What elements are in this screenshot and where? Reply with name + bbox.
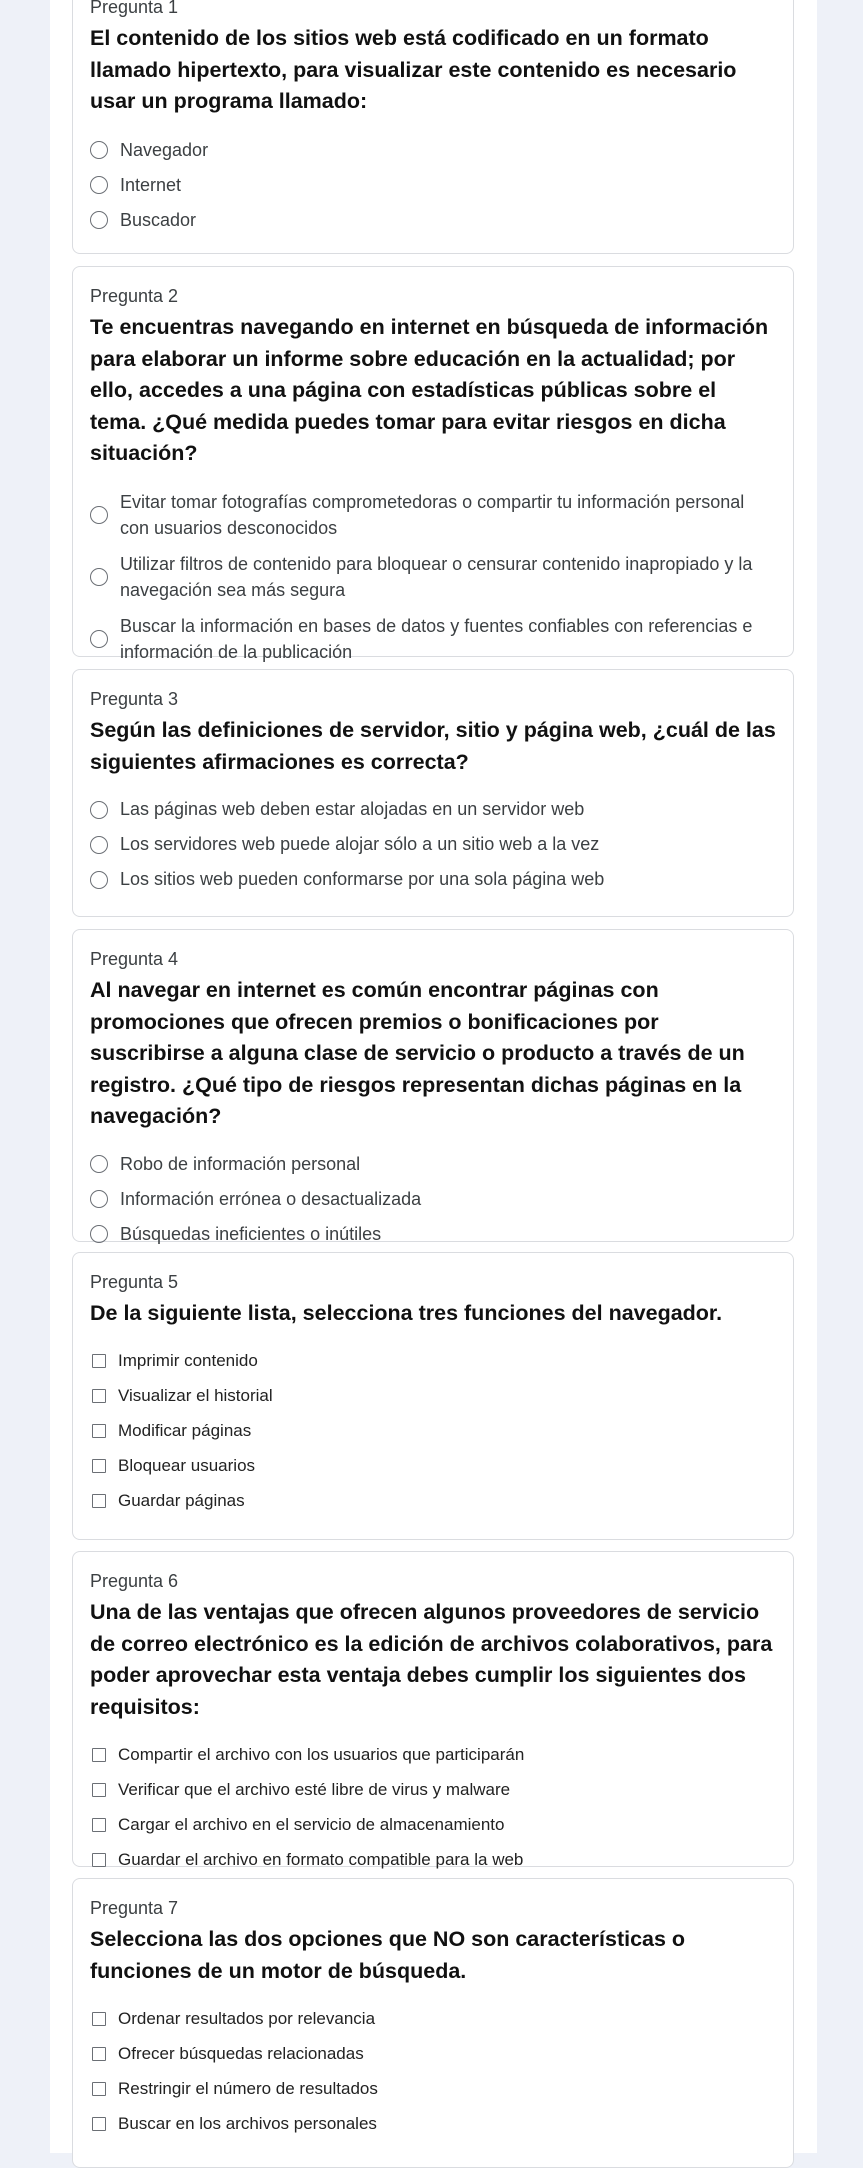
radio-button-icon[interactable] <box>90 568 108 586</box>
option-label: Imprimir contenido <box>118 1351 258 1370</box>
answer-option[interactable] <box>90 1147 776 1182</box>
checkbox-icon[interactable] <box>92 1354 106 1368</box>
radio-button-icon[interactable] <box>90 1190 108 1208</box>
question-number: Pregunta 3 <box>90 689 179 709</box>
option-label: Compartir el archivo con los usuarios que participarán <box>118 1744 525 1764</box>
radio-button-icon[interactable] <box>90 211 108 229</box>
answer-option[interactable] <box>90 862 776 897</box>
answer-option[interactable] <box>90 2106 776 2141</box>
checkbox-icon[interactable] <box>92 2012 106 2026</box>
checkbox-icon[interactable] <box>92 2082 106 2096</box>
checkbox-icon[interactable] <box>92 1424 106 1438</box>
answer-option[interactable] <box>90 1807 776 1842</box>
radio-button-icon[interactable] <box>90 506 108 524</box>
option-label: Búsquedas ineficientes o inútiles <box>120 1223 382 1244</box>
option-label: Robo de información personal <box>120 1153 361 1174</box>
answer-option[interactable] <box>90 2001 776 2036</box>
answer-option[interactable] <box>90 792 776 827</box>
question-card-1 <box>72 0 794 254</box>
question-card-4 <box>72 929 794 1242</box>
question-number: Pregunta 2 <box>90 286 179 306</box>
checkbox-icon[interactable] <box>92 2047 106 2061</box>
radio-button-icon[interactable] <box>90 176 108 194</box>
answer-option[interactable] <box>90 1379 776 1414</box>
answer-option[interactable] <box>90 203 776 238</box>
checkbox-icon[interactable] <box>92 1389 106 1403</box>
radio-button-icon[interactable] <box>90 1155 108 1173</box>
answer-option[interactable] <box>90 133 776 168</box>
option-label: Bloquear usuarios <box>118 1456 256 1475</box>
answer-option[interactable] <box>90 1484 776 1519</box>
answer-option[interactable] <box>90 1737 776 1772</box>
option-label: Las páginas web deben estar alojadas en un servidor web <box>120 799 585 819</box>
option-label: Ordenar resultados por relevancia <box>118 2008 376 2028</box>
question-number: Pregunta 7 <box>90 1898 179 1918</box>
option-label: Utilizar filtros de contenido para bloquear o censurar contenido inapropiado y la navegación sea más segura <box>120 553 753 600</box>
question-card-5 <box>72 1252 794 1540</box>
radio-button-icon[interactable] <box>90 1225 108 1243</box>
option-label: Ofrecer búsquedas relacionadas <box>118 2043 364 2063</box>
option-label: Guardar el archivo en formato compatible para la web <box>118 1849 524 1869</box>
question-card-2 <box>72 266 794 662</box>
question-text: Te encuentras navegando en internet en búsqueda de información para elaborar un informe sobre educación en la actualidad; por ello, accedes a una página con estadísticas públicas sobre el tema. ¿Qué medida puedes tomar para evitar riesgos en dicha situación? <box>90 315 769 465</box>
option-label: Internet <box>120 174 182 195</box>
answer-option[interactable] <box>90 484 776 546</box>
checkbox-icon[interactable] <box>92 1818 106 1832</box>
answer-option[interactable] <box>90 1772 776 1807</box>
answer-option[interactable] <box>90 2071 776 2106</box>
radio-button-icon[interactable] <box>90 801 108 819</box>
question-text: Al navegar en internet es común encontrar páginas con promociones que ofrecen premios o bonificaciones por suscribirse a alguna clase de servicio o producto a través de un registro. ¿Qué tipo de riesgos representan dichas páginas en la navegación? <box>90 978 745 1128</box>
option-label: Navegador <box>120 139 209 160</box>
option-label: Buscar la información en bases de datos y fuentes confiables con referencias e información de la publicación <box>120 615 753 662</box>
checkbox-icon[interactable] <box>92 1459 106 1473</box>
option-label: Verificar que el archivo esté libre de virus y malware <box>118 1779 511 1799</box>
question-card-6 <box>72 1551 794 1867</box>
option-label: Buscar en los archivos personales <box>118 2113 377 2133</box>
answer-option[interactable] <box>90 1344 776 1379</box>
checkbox-icon[interactable] <box>92 2117 106 2131</box>
option-label: Información errónea o desactualizada <box>120 1188 422 1209</box>
checkbox-icon[interactable] <box>92 1748 106 1762</box>
option-label: Guardar páginas <box>118 1491 245 1510</box>
option-label: Evitar tomar fotografías comprometedoras o compartir tu información personal con usuarios desconocidos <box>120 491 745 538</box>
checkbox-icon[interactable] <box>92 1853 106 1867</box>
answer-option[interactable] <box>90 168 776 203</box>
answer-option[interactable] <box>90 1182 776 1217</box>
question-text: Según las definiciones de servidor, sitio y página web, ¿cuál de las siguientes afirmaciones es correcta? <box>90 718 776 774</box>
answer-option[interactable] <box>90 827 776 862</box>
question-number: Pregunta 6 <box>90 1571 179 1591</box>
question-card-7 <box>72 1878 794 2168</box>
question-text: Una de las ventajas que ofrecen algunos proveedores de servicio de correo electrónico es la edición de archivos colaborativos, para poder aprovechar esta ventaja debes cumplir los siguientes dos requisitos: <box>90 1600 773 1719</box>
question-text: Selecciona las dos opciones que NO son características o funciones de un motor de búsqueda. <box>90 1927 686 1983</box>
answer-option[interactable] <box>90 1449 776 1484</box>
option-label: Modificar páginas <box>118 1421 252 1440</box>
checkbox-icon[interactable] <box>92 1783 106 1797</box>
question-card-3 <box>72 669 794 917</box>
question-number: Pregunta 4 <box>90 949 179 969</box>
radio-button-icon[interactable] <box>90 871 108 889</box>
radio-button-icon[interactable] <box>90 836 108 854</box>
option-label: Los sitios web pueden conformarse por una sola página web <box>120 869 605 889</box>
question-number: Pregunta 5 <box>90 1272 179 1292</box>
option-label: Buscador <box>120 209 197 230</box>
answer-option[interactable] <box>90 546 776 608</box>
question-text: De la siguiente lista, selecciona tres funciones del navegador. <box>90 1301 723 1325</box>
option-label: Visualizar el historial <box>118 1386 273 1405</box>
question-number: Pregunta 1 <box>90 0 179 17</box>
answer-option[interactable] <box>90 1217 776 1252</box>
answer-option[interactable] <box>90 608 776 670</box>
answer-option[interactable] <box>90 1842 776 1877</box>
option-label: Cargar el archivo en el servicio de almacenamiento <box>118 1814 505 1834</box>
question-text: El contenido de los sitios web está codificado en un formato llamado hipertexto, para visualizar este contenido es necesario usar un programa llamado: <box>90 26 737 113</box>
radio-button-icon[interactable] <box>90 141 108 159</box>
checkbox-icon[interactable] <box>92 1494 106 1508</box>
option-label: Los servidores web puede alojar sólo a un sitio web a la vez <box>120 834 600 854</box>
radio-button-icon[interactable] <box>90 630 108 648</box>
answer-option[interactable] <box>90 1414 776 1449</box>
option-label: Restringir el número de resultados <box>118 2078 378 2098</box>
answer-option[interactable] <box>90 2036 776 2071</box>
